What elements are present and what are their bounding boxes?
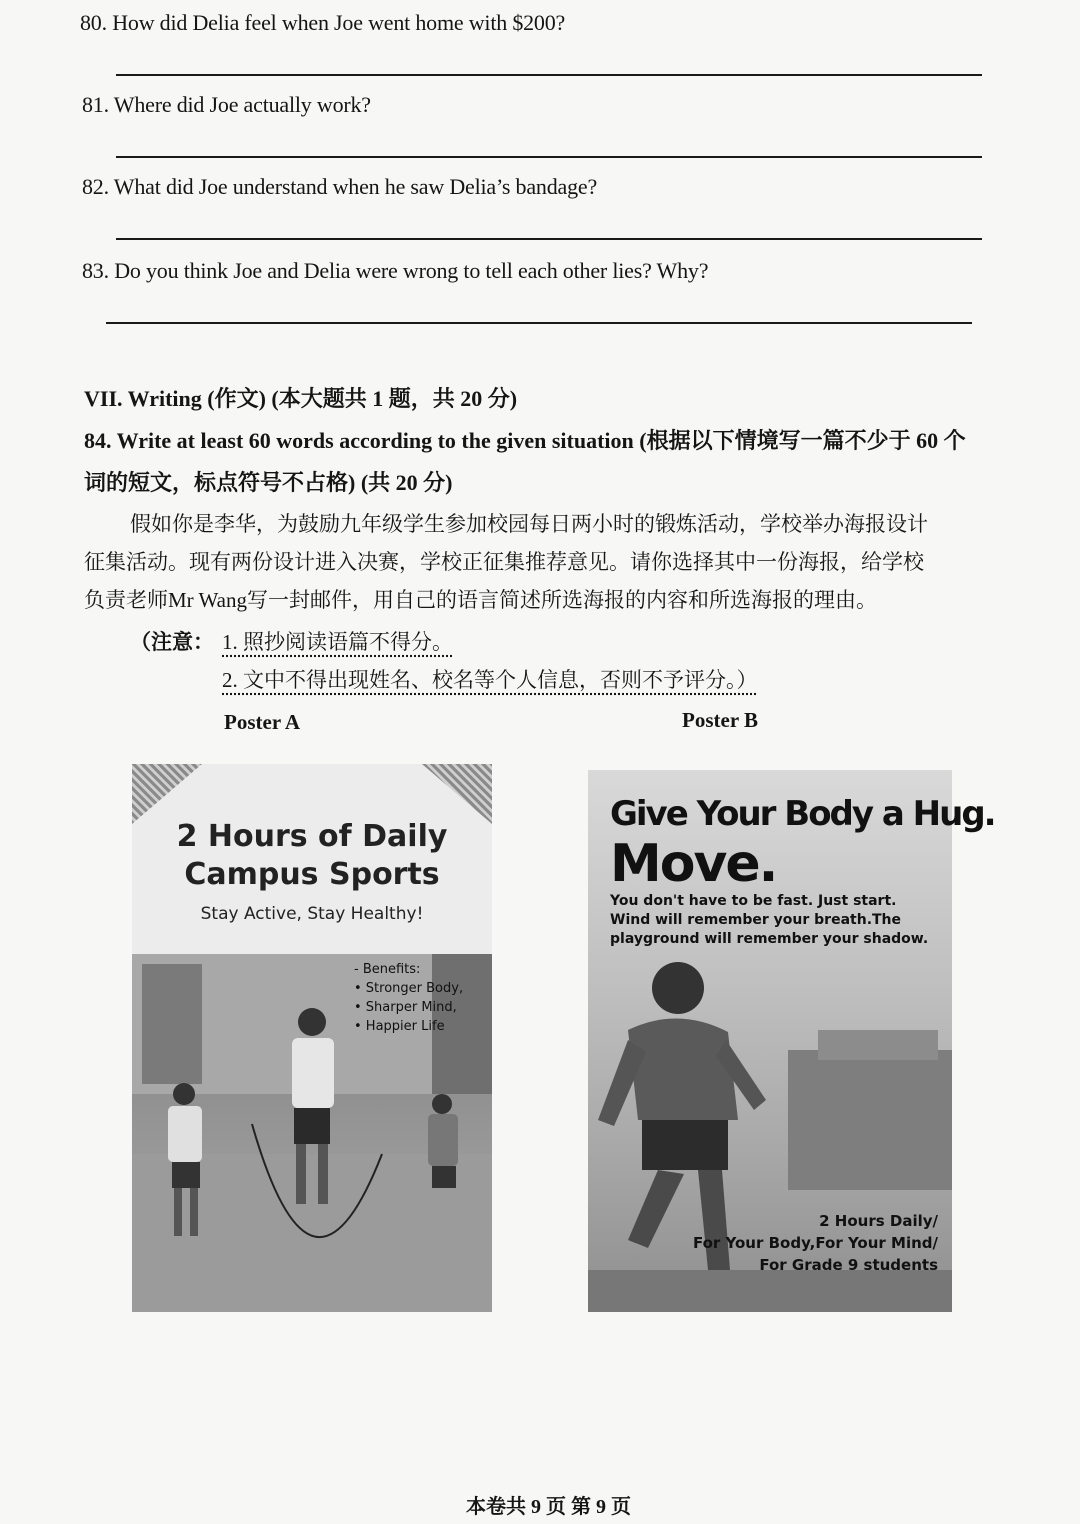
- poster-b-bottom-line-3: For Grade 9 students: [759, 1256, 938, 1274]
- note-prefix: （注意：: [130, 630, 214, 654]
- paragraph-line-1: 假如你是李华，为鼓励九年级学生参加校园每日两小时的锻炼活动，学校举办海报设计: [130, 512, 928, 536]
- poster-b-bottom-line-2: For Your Body,For Your Mind/: [692, 1234, 938, 1252]
- question-83: 83. Do you think Joe and Delia were wrong to tell each other lies? Why?: [82, 258, 709, 283]
- poster-a-title-line-2: Campus Sports: [184, 857, 440, 892]
- note-2: 2. 文中不得出现姓名、校名等个人信息，否则不予评分。）: [222, 668, 758, 692]
- poster-a-subtitle: Stay Active, Stay Healthy!: [200, 904, 424, 924]
- poster-a-corner-right: [422, 764, 492, 824]
- question-82: 82. What did Joe understand when he saw Delia’s bandage?: [82, 174, 598, 199]
- page-footer: 本卷共 9 页 第 9 页: [466, 1496, 631, 1518]
- task-line-2: 词的短文，标点符号不占格) (共 20 分): [84, 470, 453, 495]
- task-line-1: 84. Write at least 60 words according to the given situation (根据以下情境写一篇不少于 60 个: [84, 428, 966, 453]
- note-1: 1. 照抄阅读语篇不得分。: [222, 630, 453, 654]
- poster-b-text-line-3: playground will remember your shadow.: [610, 931, 929, 947]
- poster-b-bottom-text: [658, 1210, 938, 1276]
- poster-a-corner-left: [132, 764, 202, 824]
- benefit-item: • Sharper Mind,: [354, 1000, 457, 1015]
- poster-a: [132, 764, 492, 1312]
- poster-b: [588, 770, 995, 1312]
- answer-line-82[interactable]: [116, 238, 982, 240]
- paragraph-line-2: 征集活动。现有两份设计进入决赛，学校正征集推荐意见。请你选择其中一份海报，给学校: [84, 550, 924, 574]
- poster-b-move: Move.: [610, 834, 777, 894]
- poster-a-photo: [132, 954, 492, 1312]
- poster-b-text-line-2: Wind will remember your breath.The: [610, 912, 902, 928]
- answer-line-83[interactable]: [106, 322, 972, 324]
- poster-b-bottom-line-1: 2 Hours Daily/: [819, 1212, 938, 1230]
- poster-b-title: Give Your Body a Hug.: [610, 794, 995, 834]
- benefit-item: • Stronger Body,: [354, 981, 464, 996]
- poster-b-text: [610, 892, 930, 949]
- poster-a-benefits: [354, 960, 463, 1036]
- question-80: 80. How did Delia feel when Joe went home with $200?: [80, 10, 566, 35]
- poster-a-title-line-1: 2 Hours of Daily: [176, 819, 448, 854]
- poster-a-label: Poster A: [224, 710, 301, 734]
- question-81: 81. Where did Joe actually work?: [82, 92, 371, 117]
- paragraph-line-3: 负责老师Mr Wang写一封邮件，用自己的语言简述所选海报的内容和所选海报的理由。: [84, 588, 877, 612]
- poster-b-text-line-1: You don't have to be fast. Just start.: [610, 893, 897, 909]
- benefits-heading: - Benefits:: [354, 962, 421, 977]
- poster-b-label: Poster B: [682, 708, 759, 732]
- benefit-item: • Happier Life: [354, 1019, 445, 1034]
- section-title: VII. Writing (作文) (本大题共 1 题，共 20 分): [84, 386, 518, 411]
- answer-line-80[interactable]: [116, 74, 982, 76]
- answer-line-81[interactable]: [116, 156, 982, 158]
